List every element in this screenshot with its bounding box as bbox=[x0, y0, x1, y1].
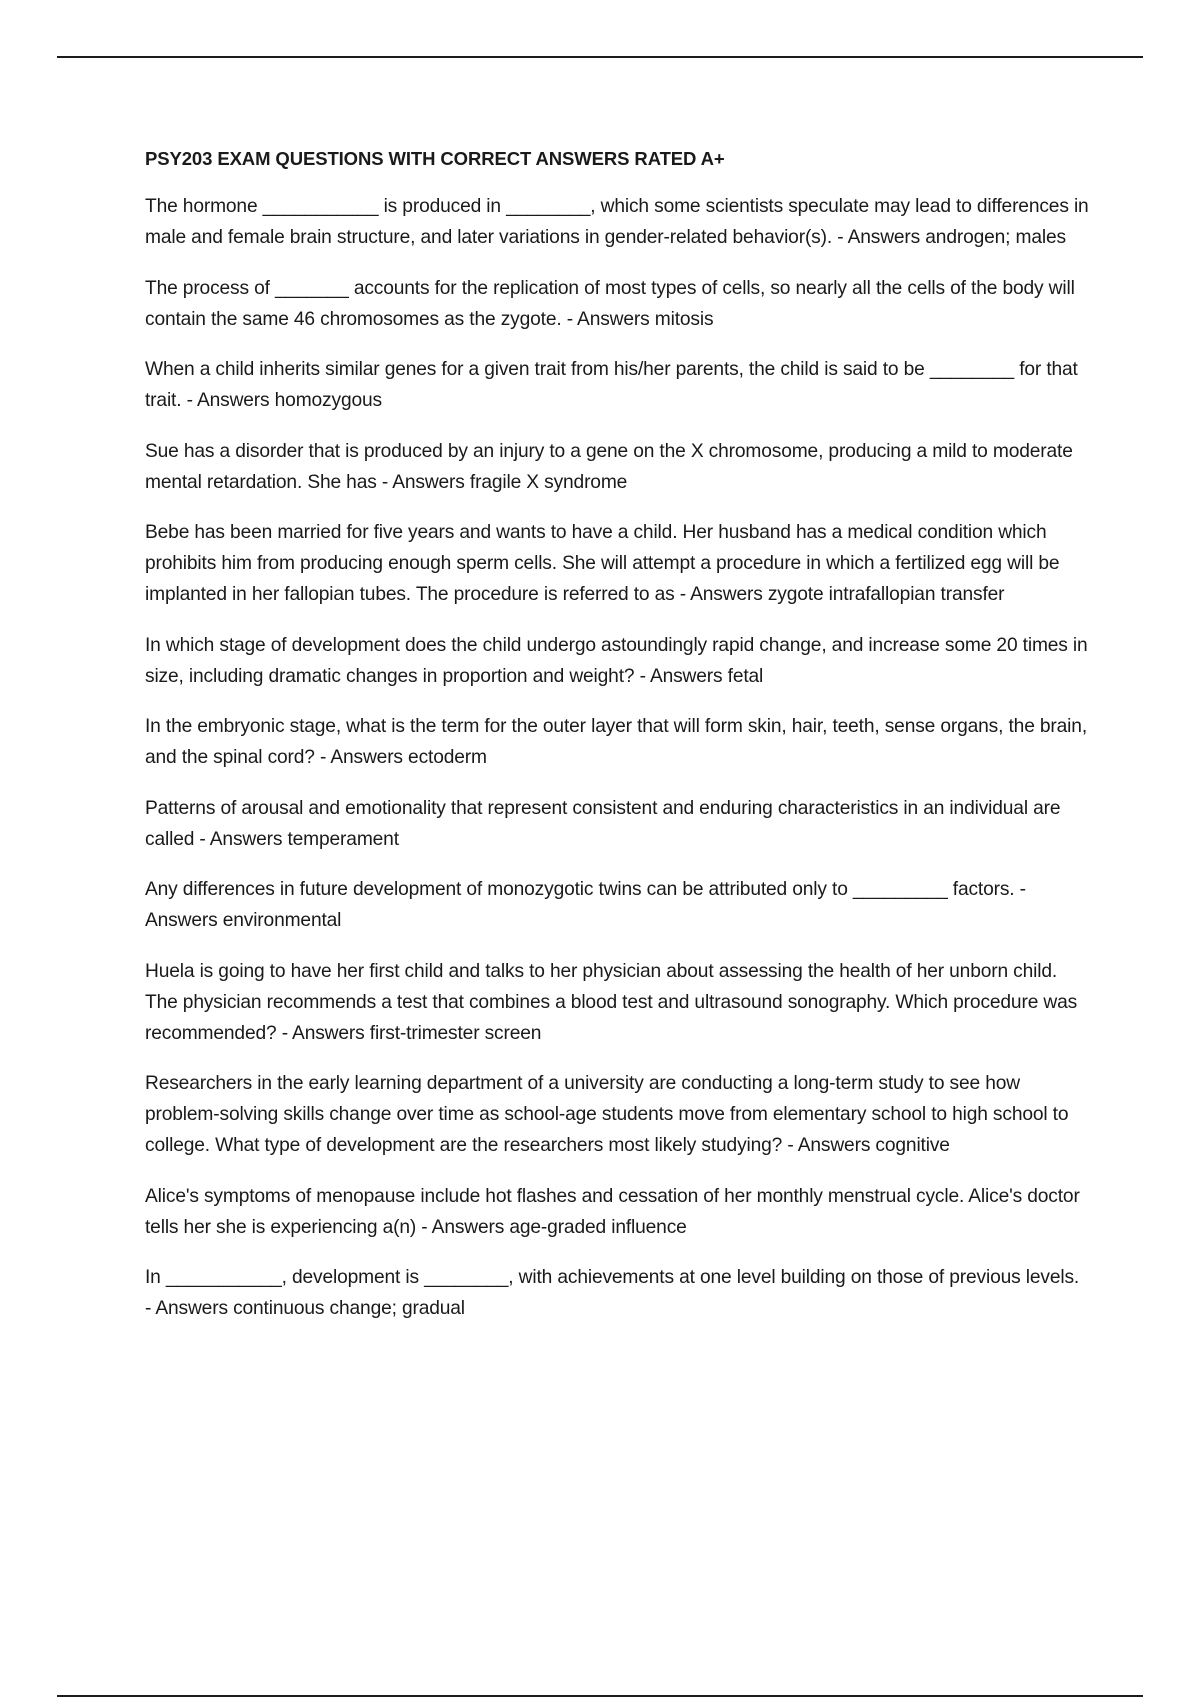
question-answer-2: The process of _______ accounts for the replication of most types of cells, so nearly all the cells of the body will contain the same 46 chromosomes as the zygote. - Answers mitosis bbox=[145, 277, 1075, 330]
question-answer-13: In ___________, development is ________, with achievements at one level building on those of previous levels. - Answers continuous change; gradual bbox=[145, 1267, 1080, 1319]
question-answer-3: When a child inherits similar genes for a given trait from his/her parents, the child is said to be ________ for that trait. - Answers homozygous bbox=[145, 359, 1078, 411]
footer-rule bbox=[57, 1695, 1143, 1697]
question-answer-10: Huela is going to have her first child and talks to her physician about assessing the health of her unborn child. The physician recommends a test that combines a blood test and ultrasound sonography. Which procedure was recommended? - Answers first-trimester screen bbox=[145, 960, 1078, 1044]
question-answer-9: Any differences in future development of monozygotic twins can be attributed only to _________ factors. - Answers environmental bbox=[145, 879, 1026, 931]
question-answer-6: In which stage of development does the child undergo astoundingly rapid change, and increase some 20 times in size, including dramatic changes in proportion and weight? - Answers fetal bbox=[145, 634, 1088, 687]
question-answer-1: The hormone ___________ is produced in ________, which some scientists speculate may lead to differences in male and female brain structure, and later variations in gender-related behavior(s). - Answers androgen; males bbox=[145, 196, 1089, 248]
question-answer-11: Researchers in the early learning department of a university are conducting a long-term study to see how problem-solving skills change over time as school-age students move from elementary school to high school to college. What type of development are the researchers most likely studying? - Answers cognitive bbox=[145, 1073, 1069, 1156]
question-answer-12: Alice's symptoms of menopause include hot flashes and cessation of her monthly menstrual cycle. Alice's doctor tells her she is experiencing a(n) - Answers age-graded influence bbox=[145, 1185, 1080, 1238]
document-body bbox=[145, 143, 1090, 1344]
question-answer-5: Bebe has been married for five years and wants to have a child. Her husband has a medical condition which prohibits him from producing enough sperm cells. She will attempt a procedure in which a fertilized egg will be implanted in her fallopian tubes. The procedure is referred to as - Answers zygote intrafallopian transfer bbox=[145, 522, 1060, 605]
question-answer-8: Patterns of arousal and emotionality that represent consistent and enduring characteristics in an individual are called - Answers temperament bbox=[145, 797, 1061, 850]
question-answer-7: In the embryonic stage, what is the term for the outer layer that will form skin, hair, teeth, sense organs, the brain, and the spinal cord? - Answers ectoderm bbox=[145, 716, 1087, 768]
header-rule bbox=[57, 56, 1143, 58]
question-answer-4: Sue has a disorder that is produced by an injury to a gene on the X chromosome, producing a mild to moderate mental retardation. She has - Answers fragile X syndrome bbox=[145, 440, 1073, 493]
document-title: PSY203 EXAM QUESTIONS WITH CORRECT ANSWERS RATED A+ bbox=[145, 148, 725, 169]
